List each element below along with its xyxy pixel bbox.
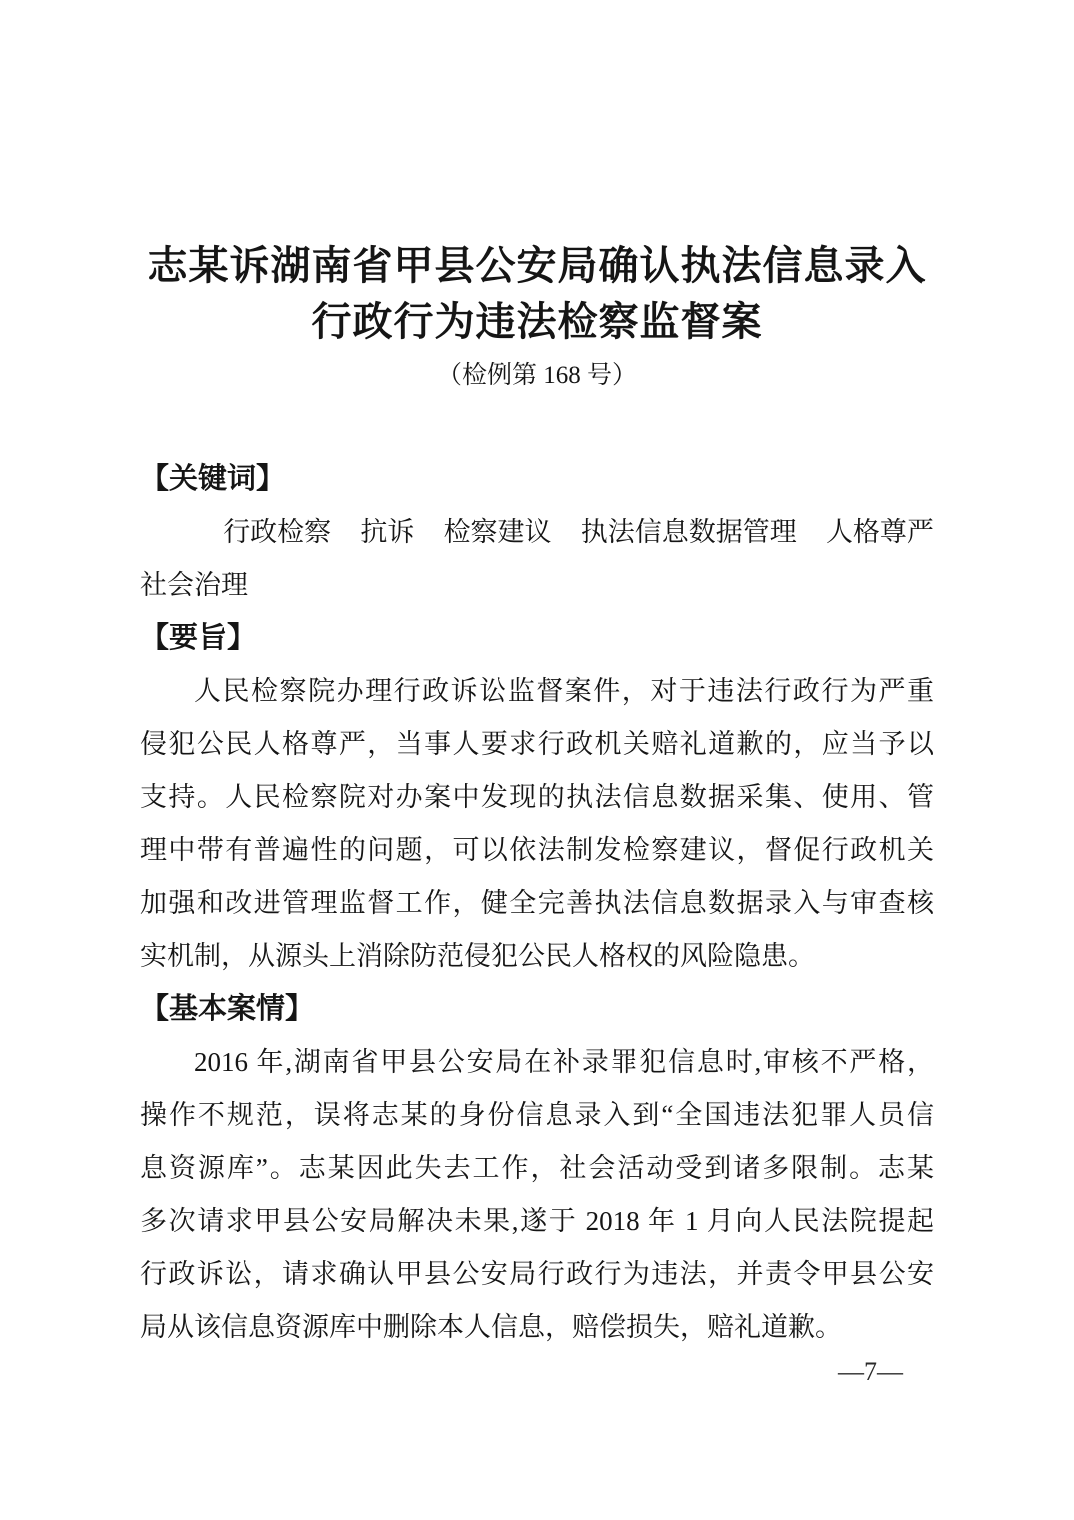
text-line: 支持。人民检察院对办案中发现的执法信息数据采集、使用、管 — [140, 782, 934, 812]
text-line: 加强和改进管理监督工作，健全完善执法信息数据录入与审查核 — [140, 888, 934, 918]
text-line: 实机制，从源头上消除防范侵犯公民人格权的风险隐患。 — [140, 941, 815, 971]
keyword-term: 人格尊严 — [825, 517, 934, 547]
page-number: —7— — [838, 1357, 903, 1386]
text-line: 息资源库”。志某因此失去工作，社会活动受到诸多限制。志某 — [140, 1153, 934, 1183]
text-line: 行政诉讼，请求确认甲县公安局行政行为违法，并责令甲县公安 — [140, 1259, 934, 1289]
text-line: 理中带有普遍性的问题，可以依法制发检察建议，督促行政机关 — [140, 835, 934, 865]
case-title-line2: 行政行为违法检察监督案 — [311, 300, 763, 344]
text-line: 操作不规范，误将志某的身份信息录入到“全国违法犯罪人员信 — [140, 1100, 934, 1130]
case-number: （检例第 168 号） — [436, 362, 637, 389]
case-title — [140, 238, 934, 350]
text-line: 侵犯公民人格尊严，当事人要求行政机关赔礼道歉的，应当予以 — [140, 729, 934, 759]
keyword-term: 行政检察 — [223, 517, 332, 547]
text-line: 多次请求甲县公安局解决未果,遂于 2018 年 1 月向人民法院提起 — [140, 1206, 934, 1236]
summary-heading: 【要旨】 — [140, 622, 257, 654]
summary-paragraph — [140, 665, 934, 983]
facts-heading: 【基本案情】 — [140, 993, 315, 1025]
facts-paragraph — [140, 1036, 934, 1354]
keyword-term-overflow: 社会治理 — [140, 570, 248, 600]
text-line: 2016 年,湖南省甲县公安局在补录罪犯信息时,审核不严格， — [194, 1047, 934, 1077]
page-content — [140, 0, 934, 1354]
keyword-term: 执法信息数据管理 — [580, 517, 797, 547]
case-title-line1: 志某诉湖南省甲县公安局确认执法信息录入 — [147, 244, 927, 288]
keyword-term: 检察建议 — [443, 517, 552, 547]
text-line: 局从该信息资源库中删除本人信息，赔偿损失，赔礼道歉。 — [140, 1312, 842, 1342]
keyword-term: 抗诉 — [360, 517, 415, 547]
keywords-line — [140, 506, 934, 559]
text-line: 人民检察院办理行政诉讼监督案件，对于违法行政行为严重 — [194, 676, 934, 706]
body-sections — [140, 453, 934, 1354]
keywords-heading: 【关键词】 — [140, 463, 286, 495]
